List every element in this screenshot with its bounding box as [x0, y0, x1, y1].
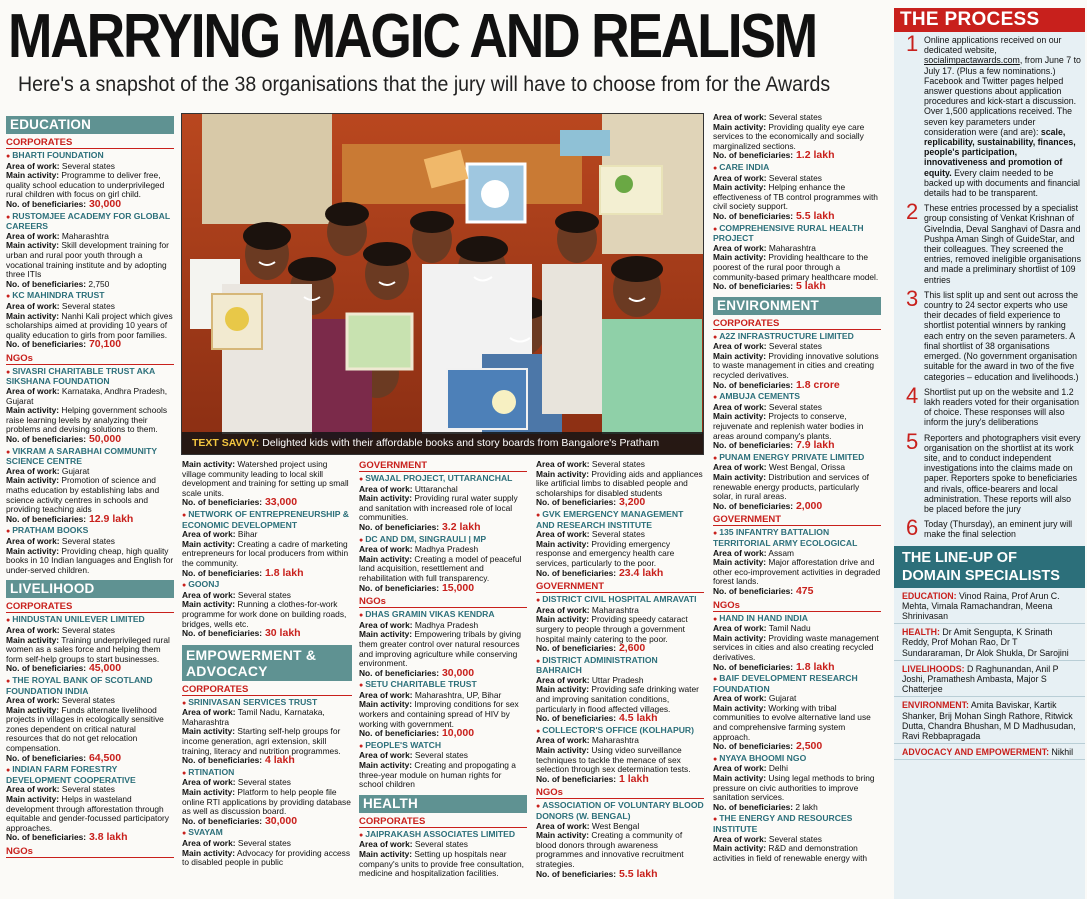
org-name: ● KC MAHINDRA TRUST [6, 291, 174, 302]
org-entry: ● GVK EMERGENCY MANAGEMENT AND RESEARCH INSTITUTE Area of work: Several states Main activity: Providing emergency response and emergency health care services, particularly to the poor. No. of beneficiaries: 23.4 lakh [536, 510, 704, 578]
org-entry: ● AMBUJA CEMENTS Area of work: Several states Main activity: Projects to conserve, rejuvenate and replenish water bodies in areas around company's plants. No. of beneficiaries: 7.9 lakh [713, 392, 881, 451]
beneficiaries: No. of beneficiaries: 70,100 [6, 338, 122, 351]
step-number: 1 [906, 31, 919, 56]
org-name: ● DISTRICT ADMINISTRATION BAHRAICH [536, 656, 704, 676]
subsection-government: GOVERNMENT [359, 460, 527, 472]
org-name: ● JAIPRAKASH ASSOCIATES LIMITED [359, 830, 527, 841]
org-name: ● NYAYA BHOOMI NGO [713, 754, 881, 765]
beneficiaries: No. of beneficiaries: 2 lakh [713, 801, 818, 812]
org-entry: ● SWAJAL PROJECT, UTTARANCHAL Area of work: Uttaranchal Main activity: Providing rural water supply and sanitation with increased role of local communities. No. of beneficiaries: 3.2 lakh [359, 474, 527, 533]
org-entry: ● CARE INDIA Area of work: Several states Main activity: Helping enhance the effectiveness of TB control programmes with civil society support. No. of beneficiaries: 5.5 lakh [713, 163, 881, 222]
org-name: ● THE ENERGY AND RESOURCES INSTITUTE [713, 814, 881, 834]
beneficiaries: No. of beneficiaries: 3.8 lakh [6, 831, 128, 844]
org-name: ● NETWORK OF ENTREPRENEURSHIP & ECONOMIC DEVELOPMENT [182, 510, 352, 530]
org-entry: ● THE ENERGY AND RESOURCES INSTITUTE Area of work: Several states Main activity: R&D and demonstration activities in field of renewable energy with [713, 814, 881, 863]
org-name: ● DISTRICT CIVIL HOSPITAL AMRAVATI [536, 595, 704, 606]
org-entry: ● SVAYAM Area of work: Several states Main activity: Advocacy for providing access to disabled people in public [182, 828, 352, 867]
org-name: ● PEOPLE'S WATCH [359, 741, 527, 752]
org-name: ● AMBUJA CEMENTS [713, 392, 881, 403]
org-name: ● SETU CHARITABLE TRUST [359, 680, 527, 691]
column-health-environment [713, 113, 881, 899]
org-name: ● DC AND DM, SINGRAULI | MP [359, 535, 527, 546]
beneficiaries: No. of beneficiaries: 30,000 [6, 197, 122, 210]
org-entry: ● HINDUSTAN UNILEVER LIMITED Area of work: Several states Main activity: Training underprivileged rural women as a sales force and helping them form self-help groups to start businesses. No. of beneficiaries: 45,000 [6, 615, 174, 674]
sidebar-process [894, 8, 1085, 899]
domain-label: HEALTH: [902, 627, 940, 638]
beneficiaries: No. of beneficiaries: 5 lakh [713, 280, 826, 293]
specialist-row [894, 697, 1085, 744]
org-entry: ● JAIPRAKASH ASSOCIATES LIMITED Area of work: Several states Main activity: Setting up hospitals near company's units to provide free consultation, medicine and hospitalization facilities. [359, 830, 527, 879]
org-entry: ● PRATHAM BOOKS Area of work: Several states Main activity: Providing cheap, high quality books in 10 Indian languages and English for under-served children. [6, 526, 174, 575]
beneficiaries: No. of beneficiaries: 1 lakh [536, 772, 649, 785]
subsection-government: GOVERNMENT [536, 581, 704, 593]
beneficiaries: No. of beneficiaries: 45,000 [6, 662, 122, 675]
beneficiaries: No. of beneficiaries: 7.9 lakh [713, 439, 835, 452]
subsection-corporates: CORPORATES [182, 684, 352, 696]
beneficiaries: No. of beneficiaries: 1.8 lakh [713, 660, 835, 673]
step-number: 3 [906, 285, 919, 311]
org-entry: ● COMPREHENSIVE RURAL HEALTH PROJECT Area of work: Maharashtra Main activity: Providing healthcare to the poorest of the rural poor through a community-based primary healthcare model. No. of beneficiaries: 5 lakh [713, 224, 881, 292]
beneficiaries: No. of beneficiaries: 33,000 [182, 496, 298, 509]
org-name: ● DHAS GRAMIN VIKAS KENDRA [359, 610, 527, 621]
beneficiaries: No. of beneficiaries: 23.4 lakh [536, 566, 664, 579]
beneficiaries: No. of beneficiaries: 3,200 [536, 496, 646, 509]
photo-kids-with-books [181, 113, 704, 455]
photo-illustration [182, 114, 703, 454]
step-number: 5 [906, 428, 919, 454]
org-entry: ● NETWORK OF ENTREPRENEURSHIP & ECONOMIC DEVELOPMENT Area of work: Bihar Main activity: Creating a cadre of marketing entrepreneurs for local producers from within the community. No. of beneficiaries: 1.8 lakh [182, 510, 352, 578]
step-number: 6 [906, 515, 919, 541]
org-name: ● SVAYAM [182, 828, 352, 839]
beneficiaries: No. of beneficiaries: 12.9 lakh [6, 512, 134, 525]
specialist-row [894, 661, 1085, 698]
org-entry: Area of work: Several states Main activity: Providing aids and appliances like artificial limbs to disabled people and scholarships for disabled students No. of beneficiaries: 3,200 [536, 460, 703, 509]
org-name: ● HAND IN HAND INDIA [713, 614, 881, 625]
domain-experts: Amita Baviskar, Kartik Shanker, Brij Mohan Singh Rathore, Ritwick Dutta, Chandra Bhushan, M D Madhusudan, Ravi Rebbapragada [902, 700, 1076, 741]
step-number: 4 [906, 382, 919, 408]
subsection-corporates: CORPORATES [713, 318, 881, 330]
domain-label: ENVIRONMENT: [902, 700, 969, 711]
process-step: 6 Today (Thursday), an eminent jury will make the final selection [906, 515, 1073, 541]
org-entry: ● NYAYA BHOOMI NGO Area of work: Delhi Main activity: Using legal methods to bring pressure on civic authorities to improve sanitation services. No. of beneficiaries: 2 lakh [713, 754, 881, 813]
org-name: ● BAIF DEVELOPMENT RESEARCH FOUNDATION [713, 674, 881, 694]
org-name: ● 135 INFANTRY BATTALION TERRITORIAL ARMY ECOLOGICAL [713, 528, 881, 548]
specialist-list [894, 588, 1085, 761]
org-entry: ● SIVASRI CHARITABLE TRUST AKA SIKSHANA FOUNDATION Area of work: Karnataka, Andhra Pradesh, Gujarat Main activity: Helping government schools raise learning levels by analyzing their problems and devising solutions to them. No. of beneficiaries: 50,000 [6, 367, 174, 445]
org-name: ● CARE INDIA [713, 163, 881, 174]
domain-experts: D Raghunandan, Anil P Joshi, Pramathesh Ambasta, Major S Chatterjee [902, 663, 1059, 695]
beneficiaries: No. of beneficiaries: 2,750 [6, 278, 110, 289]
org-entry: ● PEOPLE'S WATCH Area of work: Several states Main activity: Creating and propogating a three-year module on human rights for school children [359, 741, 527, 790]
domain-label: EDUCATION: [902, 590, 957, 601]
org-name: ● GVK EMERGENCY MANAGEMENT AND RESEARCH INSTITUTE [536, 510, 704, 530]
org-entry: ● A2Z INFRASTRUCTURE LIMITED Area of work: Several states Main activity: Providing innovative solutions to waste management in cities and creating recycled derivatives. No. of beneficiaries: 1.8 crore [713, 332, 881, 391]
org-name: ● PRATHAM BOOKS [6, 526, 174, 537]
org-entry: Main activity: Watershed project using village community leading to local skill development and training for setting up small scale units. No. of beneficiaries: 33,000 [182, 460, 352, 508]
subsection-corporates: CORPORATES [6, 601, 174, 613]
specialist-row [894, 588, 1085, 625]
domain-label: ADVOCACY AND EMPOWERMENT: [902, 747, 1050, 758]
org-name: ● SWAJAL PROJECT, UTTARANCHAL [359, 474, 527, 485]
subsection-ngos: NGOs [6, 353, 174, 365]
org-name: ● VIKRAM A SARABHAI COMMUNITY SCIENCE CENTRE [6, 447, 174, 467]
subsection-ngos: NGOs [359, 596, 527, 608]
subsection-ngos: NGOs [536, 787, 704, 799]
org-name: ● THE ROYAL BANK OF SCOTLAND FOUNDATION INDIA [6, 676, 174, 696]
step-number: 2 [906, 199, 919, 225]
beneficiaries: No. of beneficiaries: 30,000 [182, 814, 298, 827]
beneficiaries: No. of beneficiaries: 2,500 [713, 740, 823, 753]
beneficiaries: No. of beneficiaries: 1.2 lakh [713, 149, 835, 162]
domain-experts: Nikhil [1049, 747, 1074, 758]
beneficiaries: No. of beneficiaries: 3.2 lakh [359, 520, 481, 533]
column-education-livelihood [6, 114, 174, 899]
org-name: ● COLLECTOR'S OFFICE (KOLHAPUR) [536, 726, 704, 737]
specialist-row [894, 744, 1085, 760]
subsection-corporates: CORPORATES [6, 137, 174, 149]
process-title: THE PROCESS [894, 8, 1085, 32]
org-name: ● BHARTI FOUNDATION [6, 151, 174, 162]
section-empowerment-advocacy: EMPOWERMENT & ADVOCACY [182, 645, 352, 681]
beneficiaries: No. of beneficiaries: 50,000 [6, 433, 122, 446]
org-name: ● GOONJ [182, 580, 352, 591]
beneficiaries: No. of beneficiaries: 4.5 lakh [536, 712, 658, 725]
section-health: HEALTH [359, 795, 527, 813]
section-environment: ENVIRONMENT [713, 297, 881, 315]
column-health-2 [536, 460, 704, 899]
process-steps [894, 32, 1085, 542]
process-step: 1 Online applications received on our dedicated website, socialimpactawards.com, from June 7 to July 17. (Plus a few nominations.) Facebook and Twitter pages helped answer questions about application procedures and kick-start a discussion. Over 1,500 applications received. The seven key parameters under consideration were (and are): scale, replicability, sustainability, finances, people's participation, innovativeness and promotion of equity. Every claim needed to be backed up with documents and financial details had to be transparent. [906, 31, 1081, 199]
domain-experts: Vinod Raina, Prof Arun C. Mehta, Vimala Ramachandran, Meena Shrinivasan [902, 590, 1060, 621]
org-name: ● INDIAN FARM FORESTRY DEVELOPMENT COOPERATIVE [6, 765, 174, 785]
org-entry: ● SETU CHARITABLE TRUST Area of work: Maharashtra, UP, Bihar Main activity: Improving conditions for sex workers and containing spread of HIV by working with government. No. of beneficiaries: 10,000 [359, 680, 527, 739]
beneficiaries: No. of beneficiaries: 5.5 lakh [713, 209, 835, 222]
org-entry: Area of work: Several states Main activity: Providing quality eye care services to the economically and socially marginalized sections. No. of beneficiaries: 1.2 lakh [713, 113, 881, 161]
org-entry: ● RTINATION Area of work: Several states Main activity: Platform to help people file online RTI applications by providing database as well as discussion board. No. of beneficiaries: 30,000 [182, 768, 352, 827]
org-name: ● PUNAM ENERGY PRIVATE LIMITED [713, 453, 881, 464]
org-name: ● SIVASRI CHARITABLE TRUST AKA SIKSHANA FOUNDATION [6, 367, 174, 387]
subsection-ngos: NGOs [713, 600, 881, 612]
org-entry: ● RUSTOMJEE ACADEMY FOR GLOBAL CAREERS Area of work: Maharashtra Main activity: Skill development training for urban and rural poor youth through a vocational training institute and by adopting three ITIs No. of beneficiaries: 2,750 [6, 212, 174, 290]
beneficiaries: No. of beneficiaries: 475 [713, 584, 814, 597]
org-entry: ● DC AND DM, SINGRAULI | MP Area of work: Madhya Pradesh Main activity: Creating a model of peaceful land acquisition, resettlement and rehabilitation with full transparency. No. of beneficiaries: 15,000 [359, 535, 527, 594]
subheadline: Here's a snapshot of the 38 organisations that the jury will have to choose from for the Awards [18, 73, 831, 96]
domain-label: LIVELIHOODS: [902, 663, 965, 674]
org-entry: ● BAIF DEVELOPMENT RESEARCH FOUNDATION Area of work: Gujarat Main activity: Working with tribal communities to evolve alternative land use and comprehensive farming system approach. No. of beneficiaries: 2,500 [713, 674, 881, 752]
subsection-government: GOVERNMENT [713, 514, 881, 526]
beneficiaries: No. of beneficiaries: 2,600 [536, 642, 646, 655]
section-education: EDUCATION [6, 116, 174, 134]
beneficiaries: No. of beneficiaries: 1.8 crore [713, 378, 840, 391]
website-link[interactable]: socialimpactawards.com [924, 55, 1020, 66]
specialist-row [894, 624, 1085, 661]
beneficiaries: No. of beneficiaries: 15,000 [359, 581, 475, 594]
process-step: 5 Reporters and photographers visit every organisation on the shortlist at its work site, and to conduct independent investigations into the claims made on paper. Reporters spoke to beneficiaries and rivals, office-bearers and local administration. These reports will also be placed before the jury [906, 428, 1081, 514]
org-entry: ● BHARTI FOUNDATION Area of work: Several states Main activity: Programme to deliver free, quality school education to underprivileged rural children with focus on girl child. No. of beneficiaries: 30,000 [6, 151, 174, 210]
org-name: ● A2Z INFRASTRUCTURE LIMITED [713, 332, 881, 343]
org-entry: ● DHAS GRAMIN VIKAS KENDRA Area of work: Madhya Pradesh Main activity: Empowering tribals by giving them greater control over natural resources and improving agriculture while conserving environment. No. of beneficiaries: 30,000 [359, 610, 527, 678]
org-entry: ● THE ROYAL BANK OF SCOTLAND FOUNDATION INDIA Area of work: Several states Main activity: Funds alternate livelihood projects in villages in ecologically sensitive zones dependent on critical natural resources that do not get relocation compensation. No. of beneficiaries: 64,500 [6, 676, 174, 763]
beneficiaries: No. of beneficiaries: 4 lakh [182, 754, 295, 767]
org-entry: ● ASSOCIATION OF VOLUNTARY BLOOD DONORS (W. BENGAL) Area of work: West Bengal Main activity: Creating a community of blood donors through awareness programmes and innovative recruitment strategies. No. of beneficiaries: 5.5 lakh [536, 801, 704, 879]
beneficiaries: No. of beneficiaries: 64,500 [6, 751, 122, 764]
org-name: ● HINDUSTAN UNILEVER LIMITED [6, 615, 174, 626]
column-empowerment-health [359, 460, 527, 899]
org-entry: ● COLLECTOR'S OFFICE (KOLHAPUR) Area of work: Maharashtra Main activity: Using video surveillance techniques to tackle the menace of sex selection through sex determination tests. No. of beneficiaries: 1 lakh [536, 726, 704, 785]
org-entry: ● KC MAHINDRA TRUST Area of work: Several states Main activity: Nanhi Kali project which gives scholarships aimed at providing 10 years of quality education to girls from poor families. No. of beneficiaries: 70,100 [6, 291, 174, 350]
beneficiaries: No. of beneficiaries: 30,000 [359, 666, 475, 679]
subsection-corporates: CORPORATES [359, 816, 527, 828]
photo-caption: TEXT SAVVY: Delighted kids with their affordable books and story boards from Bangalore's Pratham [182, 432, 704, 454]
org-entry: ● DISTRICT CIVIL HOSPITAL AMRAVATI Area of work: Maharashtra Main activity: Providing speedy cataract surgery to people through a government hospital mainly catering to the poor. No. of beneficiaries: 2,600 [536, 595, 704, 654]
section-livelihood: LIVELIHOOD [6, 580, 174, 598]
org-name: ● RUSTOMJEE ACADEMY FOR GLOBAL CAREERS [6, 212, 174, 232]
org-name: ● ASSOCIATION OF VOLUNTARY BLOOD DONORS (W. BENGAL) [536, 801, 704, 821]
org-entry: ● SRINIVASAN SERVICES TRUST Area of work: Tamil Nadu, Karnataka, Maharashtra Main activity: Starting self-help groups for income generation, agri extension, skill training, literacy and nutrition programmes. No. of beneficiaries: 4 lakh [182, 698, 352, 766]
org-entry: ● PUNAM ENERGY PRIVATE LIMITED Area of work: West Bengal, Orissa Main activity: Distribution and services of renewable energy products, particularly solar, in rural areas. No. of beneficiaries: 2,000 [713, 453, 881, 512]
beneficiaries: No. of beneficiaries: 1.8 lakh [182, 566, 304, 579]
beneficiaries: No. of beneficiaries: 30 lakh [182, 627, 301, 640]
process-step: 4 Shortlist put up on the website and 1.2 lakh readers voted for their organisation of choice. These responses will also inform the jury's deliberations [906, 382, 1080, 428]
lineup-title: THE LINE-UP OF DOMAIN SPECIALISTS [894, 546, 1085, 588]
column-livelihood-empowerment [182, 460, 352, 899]
org-entry: ● VIKRAM A SARABHAI COMMUNITY SCIENCE CENTRE Area of work: Gujarat Main activity: Promotion of science and maths education by establishing labs and science activity centres in schools and providing teaching aids No. of beneficiaries: 12.9 lakh [6, 447, 174, 525]
org-name: ● SRINIVASAN SERVICES TRUST [182, 698, 352, 709]
org-entry: ● 135 INFANTRY BATTALION TERRITORIAL ARMY ECOLOGICAL Area of work: Assam Main activity: Major afforestation drive and other eco-improvement activities in degraded forest lands. No. of beneficiaries: 475 [713, 528, 881, 596]
org-entry: ● HAND IN HAND INDIA Area of work: Tamil Nadu Main activity: Providing waste management services in cities and also creating recycled derivatives. No. of beneficiaries: 1.8 lakh [713, 614, 881, 673]
org-entry: ● DISTRICT ADMINISTRATION BAHRAICH Area of work: Uttar Pradesh Main activity: Providing safe drinking water and improving sanitation conditions, particularly in flood affected villages. No. of beneficiaries: 4.5 lakh [536, 656, 704, 724]
org-entry: ● GOONJ Area of work: Several states Main activity: Running a clothes-for-work programme for work done on building roads, bridges, wells etc. No. of beneficiaries: 30 lakh [182, 580, 352, 639]
domain-experts: Dr Amit Sengupta, K Srinath Reddy, Prof Mohan Rao, Dr T Sundararaman, Dr Alok Shukla, Dr Sarojini [902, 627, 1069, 658]
subsection-ngos: NGOs [6, 846, 174, 858]
process-step: 3 This list split up and sent out across the country to 24 sector experts who use their decades of field experience to shortlist potential winners by ranking each entry on the seven parameters. A final shortlist of 38 organisations emerged. (No government organisation suitable for the award in two of the five categories – education and livelihoods.) [906, 285, 1079, 382]
beneficiaries: No. of beneficiaries: 2,000 [713, 499, 823, 512]
org-entry: ● INDIAN FARM FORESTRY DEVELOPMENT COOPERATIVE Area of work: Several states Main activity: Helps in wasteland development through afforestation through equitable and gender-focussed participatory approaches. No. of beneficiaries: 3.8 lakh [6, 765, 174, 843]
org-name: ● COMPREHENSIVE RURAL HEALTH PROJECT [713, 224, 881, 244]
beneficiaries: No. of beneficiaries: 10,000 [359, 727, 475, 740]
beneficiaries: No. of beneficiaries: 5.5 lakh [536, 867, 658, 880]
org-name: ● RTINATION [182, 768, 352, 779]
process-step: 2 These entries processed by a specialist group consisting of Venkat Krishnan of GiveIndia, Deval Sanghavi of Dasra and Pushpa Aman Singh of GuideStar, and their colleagues. They screened the entries, removed ineligible organisations and made a preliminary shortlist of 109 entries [906, 199, 1081, 285]
headline: MARRYING MAGIC AND REALISM [8, 2, 817, 71]
